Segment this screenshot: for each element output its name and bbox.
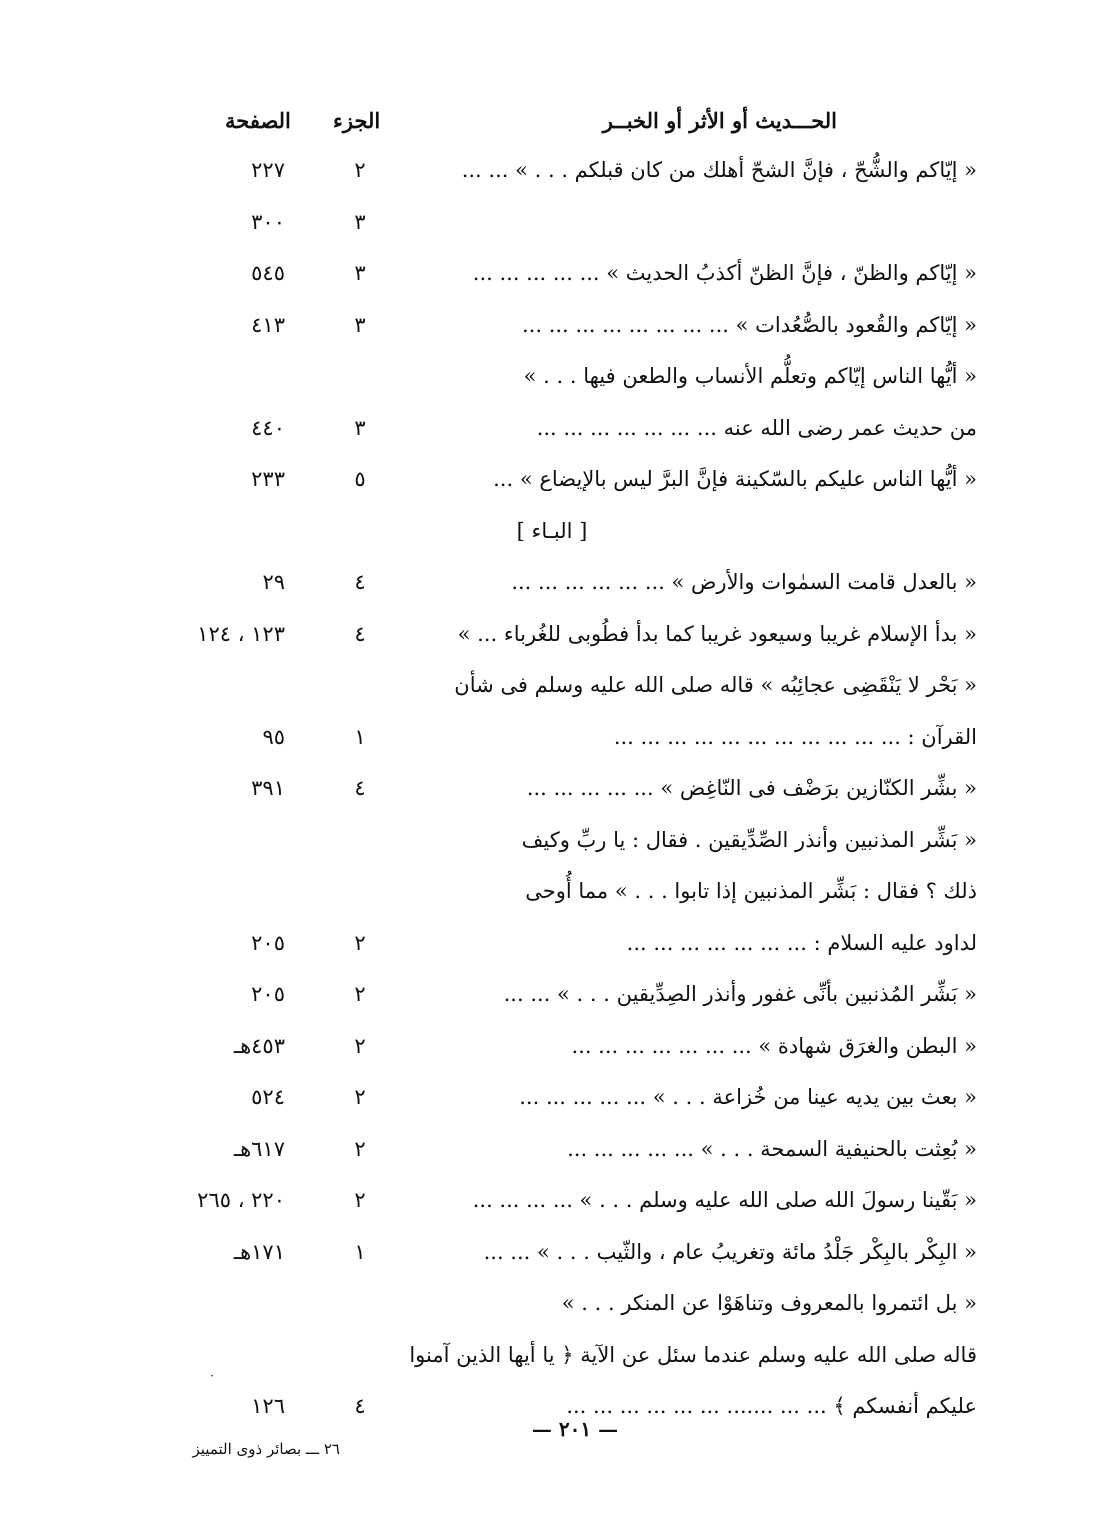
table-row [0,1182,1107,1234]
table-row [0,1028,1107,1080]
page-reference: ١٢٣ ، ١٢٤ [197,621,285,646]
hadith-text: « بعث بين يديه عينا من خُزاعة . . . » ... ... ... ... ... [519,1085,977,1109]
page-reference: ٦١٧هـ [233,1136,285,1161]
part-number: ٣ [354,312,366,337]
footer-signature: ٢٦ ـــ بصائر ذوى التمييز [192,1440,340,1458]
hadith-text: « إيّاكم والقُعود بالصُّعُدات » ... ... ... ... ... ... ... ... [522,312,977,337]
table-row [0,1234,1107,1286]
part-number: ١ [354,1239,366,1264]
table-row [0,564,1107,616]
hadith-text: « بَحْر لا يَنْقَضِى عجائِبُه » قاله صلى الله عليه وسلم فى شأن [454,673,977,697]
page-reference: ٢٠٥ [251,930,285,955]
table-row [0,152,1107,204]
hadith-text: « بدأ الإسلام غريبا وسيعود غريبا كما بدأ فطُوبى للغُرباء ... » [457,621,977,646]
part-number: ٤ [354,570,366,594]
hadith-text: « بَقّينا رسولَ الله صلى الله عليه وسلم . . . » ... ... ... ... [472,1188,977,1212]
table-row [0,358,1107,410]
table-row [0,461,1107,513]
hadith-text: « بل ائتمروا بالمعروف وتناهَوْا عن المنكر . . . » [561,1291,977,1315]
hadith-text: قاله صلى الله عليه وسلم عندما سئل عن الآية ﴿ يا أيها الذين آمنوا [409,1342,977,1367]
table-row [0,770,1107,822]
part-number: ٢ [354,982,366,1006]
hadith-text: « بَشِّر المذنبين وأنذر الصِّدِّيقين . فقال : يا ربِّ وكيف [521,827,977,852]
table-row [0,616,1107,668]
part-number: ٢ [354,1033,366,1058]
table-row [0,255,1107,307]
page-reference: ٤٤٠ [251,415,285,440]
table-row [0,1079,1107,1131]
page-reference: ٣٠٠ [251,209,285,234]
page-reference: ٥٢٤ [251,1085,285,1109]
page-reference: ٢٢٠ ، ٢٦٥ [197,1188,285,1212]
table-row [0,1337,1107,1389]
hadith-text: « أيُّها الناس إيّاكم وتعلُّم الأنساب والطعن فيها . . . » [523,364,977,388]
page-reference: ١٧١هـ [233,1239,285,1264]
page-reference: ٤٥٣هـ [233,1033,285,1058]
page-reference: ٥٤٥ [251,261,285,285]
part-number: ٤ [354,621,366,646]
hadith-text: ذلك ؟ فقال : بَشِّر المذنبين إذا تابوا . . . » مما أُوحى [525,879,977,903]
part-number: ٢ [354,1136,366,1161]
part-number: ٢ [354,1188,366,1212]
table-row [0,976,1107,1028]
hadith-text: من حديث عمر رضى الله عنه ... ... ... ... ... ... ... [536,415,977,440]
hadith-text: عليكم أنفسكم ﴾ ... ... ....... ... ... ... ... ... ... [566,1394,977,1418]
header-part: الجزء [333,108,381,133]
part-number: ٣ [354,415,366,440]
page-reference: ٩٥ [262,724,285,749]
header-hadith: الحـــديث أو الأثر أو الخبــر [602,108,837,133]
table-row [0,667,1107,719]
table-row [0,822,1107,874]
page-reference: ٢٠٥ [251,982,285,1006]
hadith-text: « بشِّر الكنّازين برَضْف فى النّاغِض » ... ... ... ... ... [526,776,977,800]
index-table [0,152,1107,1440]
part-number: ٤ [354,776,366,800]
page-reference: ٤١٣ [251,312,285,337]
hadith-text: « إيّاكم والشُّحّ ، فإنَّ الشحّ أهلك من كان قبلكم . . . » ... ... [461,158,977,182]
page-reference: ٢٢٧ [251,158,285,182]
margin-dot: · [210,1369,214,1383]
hadith-text: « بالعدل قامت السمٰوات والأرض » ... ... ... ... ... ... [511,570,977,594]
table-row [0,1131,1107,1183]
part-number: ٤ [354,1394,366,1418]
page-reference: ٢٣٣ [251,467,285,491]
hadith-text: « إيّاكم والظنّ ، فإنَّ الظنّ أكذبُ الحديث » ... ... ... ... ... [472,261,977,285]
header-page: الصفحة [225,108,291,133]
page-number: — ٢٠١ — [531,1417,619,1441]
table-row [0,410,1107,462]
table-row [0,1285,1107,1337]
hadith-text: « بَشِّر المُذنبين بأنِّى غفور وأنذر الصِدِّيقين . . . » ... ... [503,982,977,1006]
part-number: ٢ [354,1085,366,1109]
table-row [0,925,1107,977]
hadith-text: « البِكْر بالبِكْر جَلْدُ مائة وتغريبُ عام ، والثّيب . . . » ... ... [483,1239,977,1264]
table-row [0,204,1107,256]
table-row [0,873,1107,925]
table-row [0,719,1107,771]
page-reference: ٢٩ [262,570,285,594]
part-number: ٢ [354,158,366,182]
part-number: ٢ [354,930,366,955]
hadith-text: « البطن والغرَق شهادة » ... ... ... ... ... ... ... [571,1033,977,1058]
hadith-text: « بُعِثت بالحنيفية السمحة . . . » ... ... ... ... ... [567,1136,977,1161]
part-number: ١ [354,724,366,749]
table-row [0,307,1107,359]
hadith-text: لداود عليه السلام : ... ... ... ... ... ... ... [626,930,977,955]
hadith-text: « أيُّها الناس عليكم بالسّكينة فإنَّ البرَّ ليس بالإيضاع » ... [493,467,977,491]
table-row [0,513,1107,565]
hadith-text: القرآن : ... ... ... ... ... ... ... ... ... ... ... [613,724,977,749]
section-heading: [ البـاء ] [516,518,588,543]
page-reference: ١٢٦ [251,1394,285,1418]
part-number: ٣ [354,261,366,285]
part-number: ٥ [354,467,366,491]
page-reference: ٣٩١ [251,776,285,800]
part-number: ٣ [354,209,366,234]
